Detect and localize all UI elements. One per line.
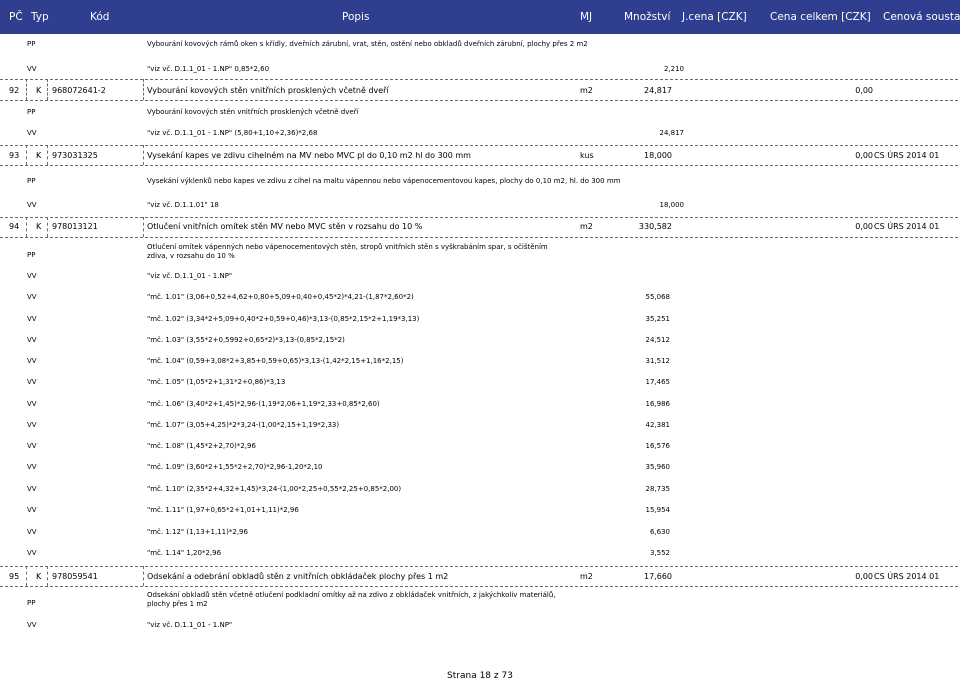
row-quantity: 35,960 [645, 463, 670, 471]
item-description: Odsekání a odebrání obkladů stěn z vnitřních obkládaček plochy přes 1 m2 [147, 572, 449, 581]
item-quantity: 17,660 [644, 572, 672, 581]
header-typ: Typ [31, 11, 49, 23]
row-type: VV [27, 485, 37, 493]
header-cena-celkem: Cena celkem [CZK] [770, 11, 871, 23]
column-divider [143, 79, 144, 100]
row-formula: "viz vč. D.1.1_01 - 1.NP" [147, 272, 233, 280]
row-type: VV [27, 65, 37, 73]
row-type: VV [27, 528, 37, 536]
row-type: VV [27, 378, 37, 386]
item-number: 92 [9, 86, 20, 95]
item-description: Vysekání kapes ve zdivu cihelném na MV nebo MVC pl do 0,10 m2 hl do 300 mm [147, 151, 471, 160]
item-unit: m2 [580, 86, 593, 95]
row-formula: "mč. 1.08" (1,45*2+2,70)*2,96 [147, 442, 256, 450]
item-price-system: CS ÚRS 2014 01 [874, 151, 940, 160]
column-divider [26, 145, 27, 165]
row-type: VV [27, 336, 37, 344]
row-type: PP [27, 251, 36, 259]
row-quantity: 24,512 [645, 336, 670, 344]
row-formula: "mč. 1.10" (2,35*2+4,32+1,45)*3,24-(1,00*2,25+0,55*2,25+0,85*2,00) [147, 485, 402, 493]
item-quantity: 24,817 [644, 86, 672, 95]
row-divider [0, 586, 958, 587]
column-divider [47, 217, 48, 237]
column-divider [47, 566, 48, 586]
item-total: 0,00 [855, 222, 873, 231]
item-description: Otlučení vnitřních omítek stěn MV nebo MVC stěn v rozsahu do 10 % [147, 222, 423, 231]
row-formula: "viz vč. D.1.1_01 - 1.NP" [147, 621, 233, 629]
header-cenova-soustava: Cenová soustava [883, 11, 973, 23]
item-unit: m2 [580, 572, 593, 581]
column-divider [47, 145, 48, 165]
row-type: VV [27, 621, 37, 629]
row-quantity: 28,735 [645, 485, 670, 493]
row-type: PP [27, 108, 36, 116]
row-type: PP [27, 177, 36, 185]
row-type: VV [27, 357, 37, 365]
item-unit: kus [580, 151, 594, 160]
row-quantity: 16,986 [645, 400, 670, 408]
column-divider [26, 79, 27, 100]
item-type: K [36, 572, 42, 581]
row-type: VV [27, 400, 37, 408]
row-formula: "mč. 1.07" (3,05+4,25)*2*3,24-(1,00*2,15+1,19*2,33) [147, 421, 340, 429]
row-quantity: 24,817 [659, 129, 684, 137]
item-type: K [36, 151, 42, 160]
item-type: K [36, 86, 42, 95]
row-type: VV [27, 506, 37, 514]
row-quantity: 35,251 [645, 315, 670, 323]
row-quantity: 17,465 [645, 378, 670, 386]
header-popis: Popis [342, 11, 370, 23]
row-quantity: 6,630 [649, 528, 670, 536]
row-formula: "viz vč. D.1.1.01" 18 [147, 201, 219, 209]
column-divider [26, 566, 27, 586]
item-quantity: 18,000 [644, 151, 672, 160]
item-total: 0,00 [855, 572, 873, 581]
column-divider [143, 145, 144, 165]
row-type: PP [27, 599, 36, 607]
row-quantity: 15,954 [645, 506, 670, 514]
column-divider [26, 217, 27, 237]
row-type: VV [27, 421, 37, 429]
item-number: 93 [9, 151, 20, 160]
column-divider [47, 79, 48, 100]
row-formula: "viz vč. D.1.1_01 - 1.NP" 0,85*2,60 [147, 65, 270, 73]
row-formula: "mč. 1.11" (1,97+0,65*2+1,01+1,11)*2,96 [147, 506, 299, 514]
row-quantity: 18,000 [659, 201, 684, 209]
row-formula: "viz vč. D.1.1_01 - 1.NP" (5,80+1,10+2,36)*2,68 [147, 129, 318, 137]
item-code: 978059541 [52, 572, 98, 581]
item-code: 973031325 [52, 151, 98, 160]
row-divider [0, 165, 958, 166]
item-number: 95 [9, 572, 20, 581]
header-kod: Kód [90, 11, 110, 23]
header-mnozstvi: Množství [624, 11, 671, 23]
row-type: VV [27, 463, 37, 471]
row-type: VV [27, 201, 37, 209]
item-code: 968072641-2 [52, 86, 106, 95]
row-description: Otlučení omítek vápenných nebo vápenocementových stěn, stropů vnitřních stěn s vyškrabáním spar, s očištěním zdiva, v rozsahu do 10 % [147, 243, 548, 260]
row-quantity: 42,381 [645, 421, 670, 429]
item-unit: m2 [580, 222, 593, 231]
item-number: 94 [9, 222, 20, 231]
item-code: 978013121 [52, 222, 98, 231]
row-formula: "mč. 1.01" (3,06+0,52+4,62+0,80+5,09+0,40+0,45*2)*4,21-(1,87*2,60*2) [147, 293, 414, 301]
item-type: K [36, 222, 42, 231]
row-formula: "mč. 1.09" (3,60*2+1,55*2+2,70)*2,96-1,20*2,10 [147, 463, 323, 471]
row-type: VV [27, 293, 37, 301]
row-formula: "mč. 1.02" (3,34*2+5,09+0,40*2+0,59+0,46)*3,13-(0,85*2,15*2+1,19*3,13) [147, 315, 420, 323]
header-pc: PČ [9, 11, 23, 23]
row-description: Vybourání kovových stěn vnitřních prosklených včetně dveří [147, 108, 359, 116]
row-formula: "mč. 1.03" (3,55*2+0,5992+0,65*2)*3,13-(0,85*2,15*2) [147, 336, 345, 344]
row-formula: "mč. 1.12" (1,13+1,11)*2,96 [147, 528, 248, 536]
row-formula: "mč. 1.14" 1,20*2,96 [147, 549, 222, 557]
table-header [0, 0, 973, 34]
row-type: PP [27, 40, 36, 48]
row-quantity: 55,068 [645, 293, 670, 301]
page-number: Strana 18 z 73 [447, 671, 513, 681]
row-type: VV [27, 442, 37, 450]
row-formula: "mč. 1.06" (3,40*2+1,45)*2,96-(1,19*2,06+1,19*2,33+0,85*2,60) [147, 400, 380, 408]
row-divider [0, 100, 958, 101]
row-quantity: 3,552 [649, 549, 670, 557]
item-price-system: CS ÚRS 2014 01 [874, 222, 940, 231]
row-type: VV [27, 549, 37, 557]
row-type: VV [27, 129, 37, 137]
row-formula: "mč. 1.04" (0,59+3,08*2+3,85+0,59+0,65)*3,13-(1,42*2,15+1,16*2,15) [147, 357, 404, 365]
item-total: 0,00 [855, 86, 873, 95]
item-quantity: 330,582 [638, 222, 672, 231]
column-divider [143, 217, 144, 237]
header-mj: MJ [580, 11, 593, 23]
row-description: Vysekání výklenků nebo kapes ve zdivu z cihel na maltu vápennou nebo vápenocementovou kapes, plochy do 0,10 m2, hl. do 300 mm [147, 177, 621, 185]
row-quantity: 2,210 [663, 65, 684, 73]
item-description: Vybourání kovových stěn vnitřních prosklených včetně dveří [147, 86, 389, 95]
row-description: Vybourání kovových rámů oken s křídly, dveřních zárubní, vrat, stěn, ostění nebo obkladů dveřních zárubní, plochy přes 2 m2 [147, 40, 588, 48]
row-formula: "mč. 1.05" (1,05*2+1,31*2+0,86)*3,13 [147, 378, 286, 386]
header-jcena: J.cena [CZK] [682, 11, 747, 23]
row-type: VV [27, 315, 37, 323]
row-quantity: 16,576 [645, 442, 670, 450]
row-quantity: 31,512 [645, 357, 670, 365]
column-divider [143, 566, 144, 586]
item-price-system: CS ÚRS 2014 01 [874, 572, 940, 581]
row-description: Odsekání obkladů stěn včetně otlučení podkladní omítky až na zdivo z obkládaček vnitřních, z jakýchkoliv materiálů, plochy přes 1 m2 [147, 591, 556, 608]
row-divider [0, 237, 958, 238]
row-type: VV [27, 272, 37, 280]
item-total: 0,00 [855, 151, 873, 160]
